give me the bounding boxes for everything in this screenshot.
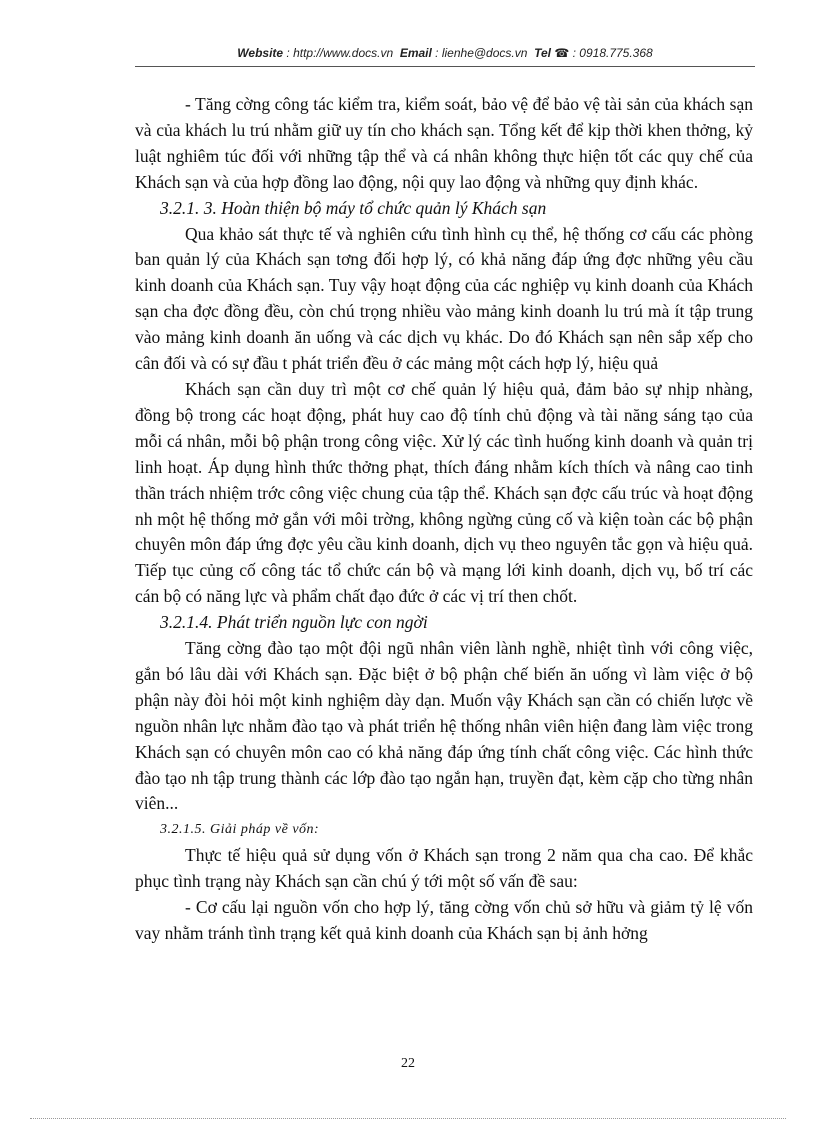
website-label: Website xyxy=(237,46,284,60)
paragraph-capital-efficiency: Thực tế hiệu quả sử dụng vốn ở Khách sạn trong 2 năm qua cha cao. Để khắc phục tình trạng này Khách sạn cần chú ý tới một số vấn đề sau: xyxy=(135,845,753,892)
tel-label: Tel xyxy=(534,46,551,60)
document-body xyxy=(135,92,753,947)
section-heading-human-resources: 3.2.1.4. Phát triển nguồn lực con ngời xyxy=(160,612,428,633)
tel-number: : 0918.775.368 xyxy=(572,46,653,60)
paragraph-capital-structure: - Cơ cấu lại nguồn vốn cho hợp lý, tăng cờng vốn chủ sở hữu và giảm tỷ lệ vốn vay nhằm tránh tình trạng kết quả kinh doanh của Khách sạn bị ảnh hởng xyxy=(135,897,753,943)
email-address: : lienhe@docs.vn xyxy=(435,46,528,60)
email-label: Email xyxy=(399,46,432,60)
section-heading-capital: 3.2.1.5. Giải pháp về vốn: xyxy=(160,822,320,838)
page-bottom-border xyxy=(30,1118,786,1119)
paragraph-management: Khách sạn cần duy trì một cơ chế quản lý hiệu quả, đảm bảo sự nhịp nhàng, đồng bộ trong các hoạt động, phát huy cao độ tính chủ động và tài năng sáng tạo của mỗi cá nhân, mỗi bộ phận trong công việc. Xử lý các tình huống kinh doanh và quản trị linh hoạt. Áp dụng hình thức thởng phạt, thích đáng nhằm kích thích và nâng cao tinh thần trách nhiệm trớc công việc chung của tập thể. Khách sạn đợc cấu trúc và hoạt động nh một hệ thống mở gắn với môi trờng, không ngừng củng cố và kiện toàn các bộ phận chuyên môn đáp ứng đợc yêu cầu kinh doanh, dịch vụ theo nguyên tắc gọn và hiệu quả. Tiếp tục củng cố công tác tổ chức cán bộ và mạng lới kinh doanh, dịch vụ, bố trí các cán bộ có năng lực và phẩm chất đạo đức ở các vị trí then chốt. xyxy=(135,378,753,607)
paragraph-survey: Qua khảo sát thực tế và nghiên cứu tình hình cụ thể, hệ thống cơ cấu các phòng ban quản lý của Khách sạn tơng đối hợp lý, có khả năng đáp ứng đợc những yêu cầu kinh doanh của Khách sạn. Tuy vậy hoạt động của các nghiệp vụ kinh doanh của Khách sạn cha đợc đồng đều, còn chú trọng nhiều vào mảng kinh doanh lu trú mà ít tập trung vào mảng kinh doanh ăn uống và các dịch vụ khác. Do đó Khách sạn nên sắp xếp cho cân đối và có sự đầu t phát triển đều ở các mảng một cách hợp lý, hiệu quả xyxy=(135,223,753,374)
header-divider xyxy=(135,66,755,67)
website-url: : http://www.docs.vn xyxy=(286,46,394,60)
section-heading-organization: 3.2.1. 3. Hoàn thiện bộ máy tổ chức quản lý Khách sạn xyxy=(160,197,547,218)
paragraph-inspection: - Tăng cờng công tác kiểm tra, kiểm soát, bảo vệ để bảo vệ tài sản của khách sạn và của khách lu trú nhằm giữ uy tín cho khách sạn. Tổng kết để kịp thời khen thởng, kỷ luật nghiêm túc đối với những tập thể và cá nhân không thực hiện tốt các quy chế của Khách sạn và của hợp đồng lao động, nội quy lao động và những quy định khác. xyxy=(135,94,753,192)
page-number: 22 xyxy=(401,1056,415,1071)
paragraph-training: Tăng cờng đào tạo một đội ngũ nhân viên lành nghề, nhiệt tình với công việc, gắn bó lâu dài với Khách sạn. Đặc biệt ở bộ phận chế biến ăn uống vì làm việc ở bộ phận này đòi hỏi một kinh nghiệm dày dạn. Muốn vậy Khách sạn cần có chiến lược về nguồn nhân lực nhằm đào tạo và phát triển hệ thống nhân viên hiện đang làm việc trong Khách sạn có chuyên môn cao có khả năng đáp ứng tính chất công việc. Các hình thức đào tạo nh tập trung thành các lớp đào tạo ngắn hạn, truyền đạt, kèm cặp cho từng nhân viên... xyxy=(135,638,753,814)
page-header xyxy=(135,46,755,60)
phone-icon: ☎ xyxy=(554,46,570,60)
